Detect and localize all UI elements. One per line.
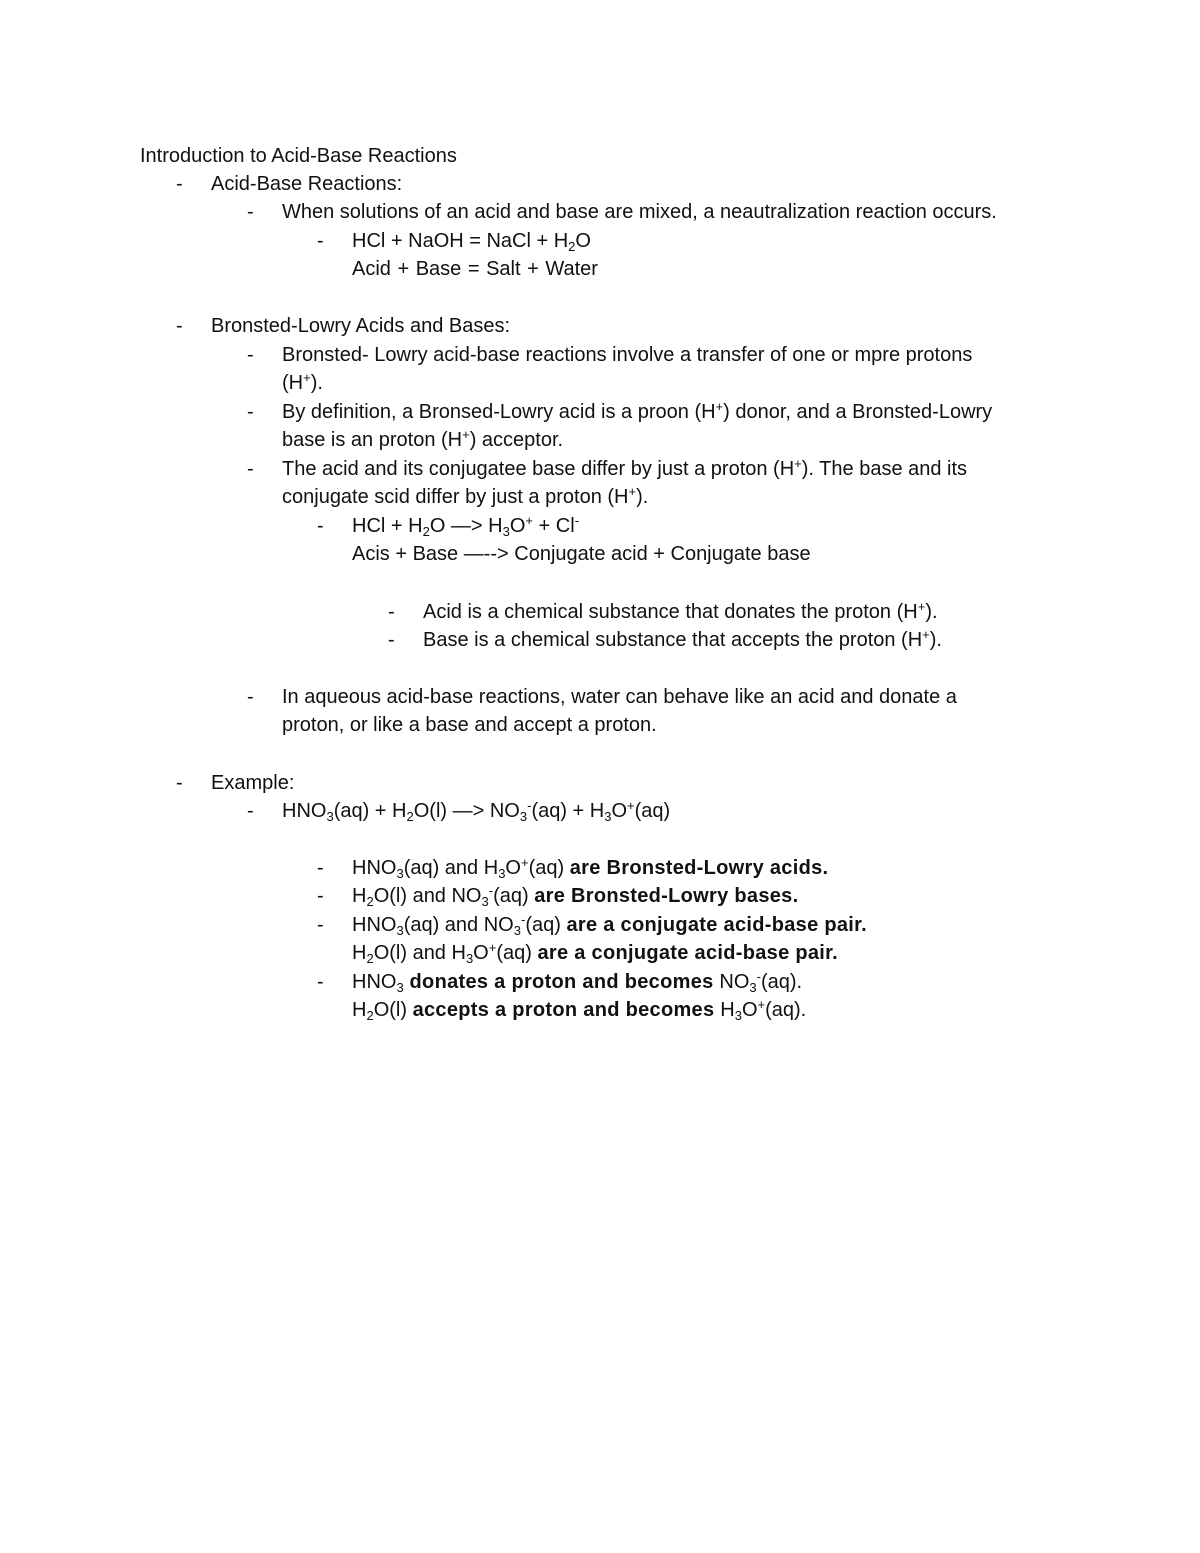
hcl-water-equation-words: Acis + Base —--> Conjugate acid + Conjugate base: [352, 543, 811, 565]
water-behavior-line-1: In aqueous acid-base reactions, water can behave like an acid and donate a: [282, 686, 957, 708]
example-item-conjugate-pair-2: $H_2O(l)$ and $H_3O^+(aq)$ are a conjugate acid-base pair.: [352, 940, 838, 966]
nitric-acid-equation: $HNO_3(aq) + H_2O(l)$ —> $NO_3^-(aq) + H_3O^+(aq)$: [282, 798, 671, 824]
bullet: -: [317, 857, 324, 879]
example-item-acids: $HNO_3(aq)$ and $H_3O^+(aq)$ are Bronsted-Lowry acids.: [352, 855, 829, 881]
bullet: -: [317, 885, 324, 907]
bronsted-paragraph-1-line-1: Bronsted- Lowry acid-base reactions involve a transfer of one or mpre protons: [282, 344, 973, 366]
bullet: -: [247, 686, 254, 708]
bronsted-paragraph-2-line-2: base is an proton (H+) acceptor.: [282, 427, 564, 451]
bronsted-paragraph-1-line-2: (H+).: [282, 370, 323, 394]
neutralization-sentence: When solutions of an acid and base are mixed, a neautralization reaction occurs.: [282, 201, 997, 223]
bullet: -: [247, 201, 254, 223]
bronsted-paragraph-3-line-2: conjugate scid differ by just a proton (H+).: [282, 484, 649, 508]
section-heading-acid-base: Acid-Base Reactions:: [211, 173, 403, 195]
bullet: -: [388, 629, 395, 651]
bullet: -: [176, 173, 183, 195]
bullet: -: [176, 315, 183, 337]
document-title: Introduction to Acid-Base Reactions: [140, 145, 457, 167]
example-item-conjugate-pair-1: $HNO_3(aq)$ and $NO_3^-(aq)$ are a conjugate acid-base pair.: [352, 912, 867, 938]
bullet: -: [317, 515, 324, 537]
bullet: -: [247, 800, 254, 822]
bronsted-paragraph-3-line-1: The acid and its conjugatee base differ by just a proton (H+). The base and its: [282, 456, 968, 480]
example-item-accepts: $H_2O(l)$ accepts a proton and becomes $H_3O^+(aq)$.: [352, 997, 807, 1023]
neutralization-equation: HCl + NaOH = NaCl + $H_2O$: [352, 230, 591, 254]
section-heading-example: Example:: [211, 772, 295, 794]
section-heading-bronsted: Bronsted-Lowry Acids and Bases:: [211, 315, 511, 337]
neutralization-equation-words: Acid + Base = Salt + Water: [352, 258, 598, 280]
example-item-donates: $HNO_3$ donates a proton and becomes $NO_3^-(aq)$.: [352, 969, 803, 995]
bullet: -: [317, 914, 324, 936]
bullet: -: [176, 772, 183, 794]
bullet: -: [317, 971, 324, 993]
bullet: -: [247, 458, 254, 480]
example-item-bases: $H_2O(l)$ and $NO_3^-(aq)$ are Bronsted-Lowry bases.: [352, 883, 799, 909]
bullet: -: [247, 344, 254, 366]
water-behavior-line-2: proton, or like a base and accept a proton.: [282, 714, 657, 736]
acid-definition: Acid is a chemical substance that donates the proton (H+).: [423, 599, 938, 623]
bullet: -: [388, 601, 395, 623]
bullet: -: [247, 401, 254, 423]
base-definition: Base is a chemical substance that accepts the proton (H+).: [423, 627, 942, 651]
bullet: -: [317, 230, 324, 252]
hcl-water-equation: HCl + $H_2O$ —> $H_3O^+ + Cl^-$: [352, 513, 580, 539]
bronsted-paragraph-2-line-1: By definition, a Bronsed-Lowry acid is a proon (H+) donor, and a Bronsted-Lowry: [282, 399, 993, 423]
